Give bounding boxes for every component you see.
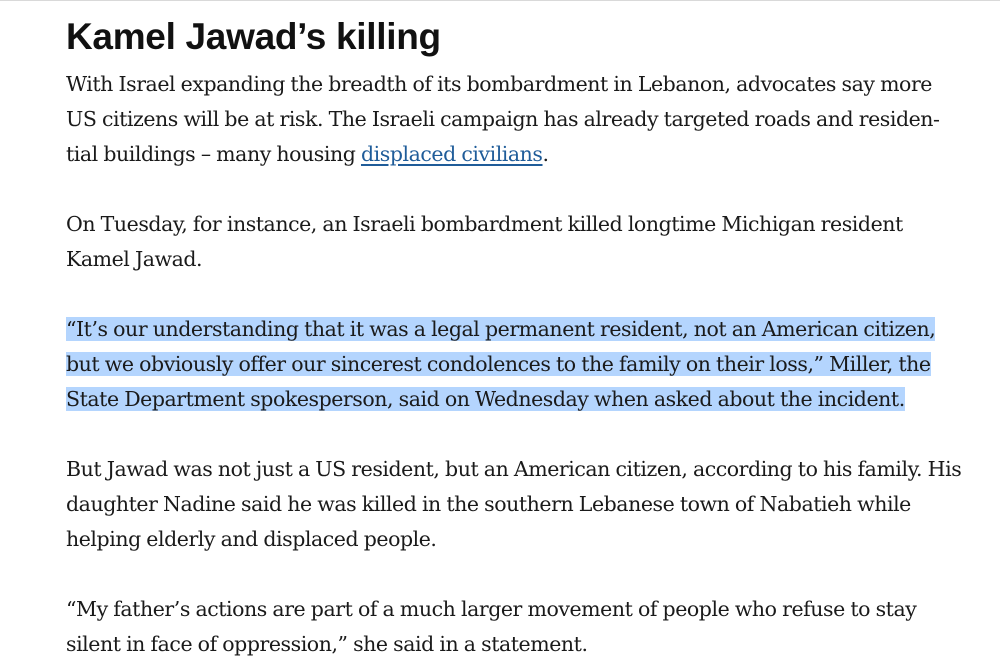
selected-quote-line-3: State Department spokesperson, said on Wednesday when asked about the incident. (66, 387, 905, 411)
selected-quote-line-1: “It’s our understanding that it was a legal permanent resident, not an American citizen, (66, 317, 936, 341)
paragraph-bombardment-period: . (542, 142, 549, 166)
paragraph-bombardment-text: With Israel expanding the breadth of its bombardment in Lebanon, advocates say more US citizens will be at risk. The Israeli campaign has already targeted roads and residen-tial buildings – many housing (66, 72, 940, 166)
paragraph-bombardment (66, 67, 966, 172)
paragraph-daughter-quote: “My father’s actions are part of a much larger movement of people who refuse to stay silent in face of oppression,” she said in a statement. (66, 597, 917, 656)
section-heading: Kamel Jawad’s killing (66, 16, 441, 57)
paragraph-citizen: But Jawad was not just a US resident, but an American citizen, according to his family. His daughter Nadine said he was killed in the southern Lebanese town of Nabatieh while helping elderly and displaced people. (66, 457, 962, 551)
paragraph-quote-selected (66, 312, 966, 417)
article-body (66, 15, 966, 671)
paragraph-tuesday: On Tuesday, for instance, an Israeli bombardment killed longtime Michigan resident Kamel Jawad. (66, 212, 903, 271)
selected-quote-line-2: but we obviously offer our sincerest condolences to the family on their loss,” Miller, the (66, 352, 931, 376)
displaced-civilians-link[interactable]: displaced civilians (360, 142, 543, 166)
